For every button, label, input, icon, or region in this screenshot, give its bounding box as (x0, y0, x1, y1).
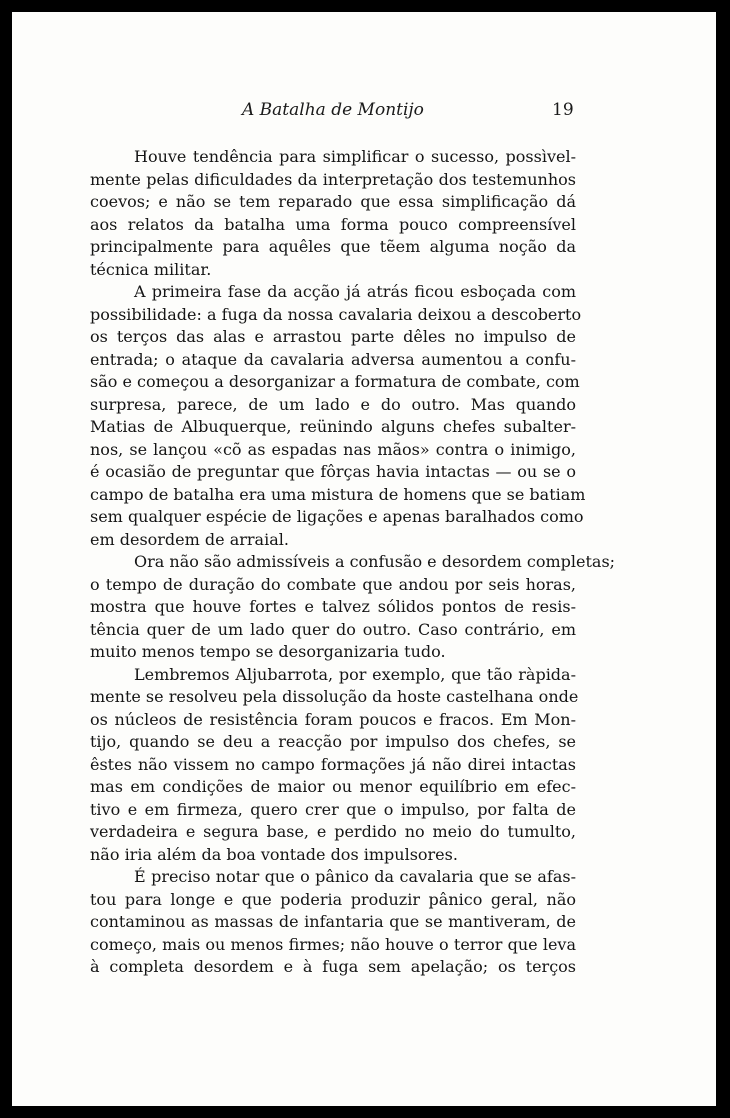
paragraph (90, 551, 616, 664)
text-line: surpresa, parece, de um lado e do outro. Mas quando (90, 394, 576, 414)
text-line: entrada; o ataque da cavalaria adversa aumentou a confu- (90, 349, 576, 369)
text-line: à completa desordem e à fuga sem apelação; os terços (90, 957, 576, 976)
running-title: A Batalha de Montijo (242, 100, 424, 120)
text-line: nos, se lançou «cõ as espadas nas mãos» contra o inimigo, (90, 439, 576, 459)
text-line: é ocasião de preguntar que fôrças havia intactas — ou se o (90, 462, 576, 481)
text-line: possibilidade: a fuga da nossa cavalaria deixou a descoberto (90, 304, 582, 324)
body-text (90, 146, 616, 979)
page-header (12, 100, 716, 126)
text-line: o tempo de duração do combate que andou por seis horas, (90, 574, 576, 594)
text-line: campo de batalha era uma mistura de homens que se batiam (90, 484, 586, 504)
text-line: coevos; e não se tem reparado que essa simplificação dá (90, 192, 576, 211)
text-line: não iria além da boa vontade dos impulsores. (90, 844, 458, 864)
text-line: sem qualquer espécie de ligações e apenas baralhados como (90, 507, 584, 526)
text-line: tivo e em firmeza, quero crer que o impulso, por falta de (90, 799, 576, 819)
text-line: êstes não vissem no campo formações já não direi intactas (90, 754, 576, 774)
text-line: técnica militar. (90, 259, 212, 279)
text-line: A primeira fase da acção já atrás ficou esboçada com (134, 282, 576, 301)
text-line: os terços das alas e arrastou parte dêles no impulso de (90, 327, 576, 346)
text-line: mente se resolveu pela dissolução da hoste castelhana onde (90, 687, 579, 706)
text-line: mostra que houve fortes e talvez sólidos pontos de resis- (90, 597, 576, 616)
text-line: começo, mais ou menos firmes; não houve o terror que leva (90, 934, 576, 954)
text-line: aos relatos da batalha uma forma pouco compreensível (90, 214, 576, 234)
text-line: verdadeira e segura base, e perdido no meio do tumulto, (90, 822, 576, 841)
text-line: Houve tendência para simplificar o sucesso, possìvel- (134, 147, 576, 166)
paragraph (90, 146, 576, 281)
text-line: principalmente para aquêles que tẽem alguma noção da (90, 237, 576, 256)
text-line: mente pelas dificuldades da interpretação dos testemunhos (90, 169, 576, 189)
text-line: É preciso notar que o pânico da cavalaria que se afas- (134, 867, 576, 886)
paragraph (90, 866, 576, 979)
text-line: Lembremos Aljubarrota, por exemplo, que tão ràpida- (134, 664, 576, 684)
paragraph (90, 281, 586, 551)
text-line: em desordem de arraial. (90, 529, 289, 549)
paragraph (90, 664, 579, 867)
text-line: contaminou as massas de infantaria que se mantiveram, de (90, 912, 576, 931)
text-line: tou para longe e que poderia produzir pânico geral, não (90, 889, 576, 909)
text-line: tijo, quando se deu a reacção por impulso dos chefes, se (90, 732, 576, 751)
text-line: tência quer de um lado quer do outro. Caso contrário, em (90, 619, 576, 639)
page-number: 19 (552, 100, 574, 120)
text-line: mas em condições de maior ou menor equilíbrio em efec- (90, 777, 576, 796)
text-line: Ora não são admissíveis a confusão e desordem completas; (134, 552, 616, 571)
book-page (12, 12, 716, 1106)
text-line: Matias de Albuquerque, reünindo alguns chefes subalter- (90, 417, 576, 436)
text-line: muito menos tempo se desorganizaria tudo. (90, 642, 446, 661)
text-line: são e começou a desorganizar a formatura de combate, com (90, 372, 580, 391)
text-line: os núcleos de resistência foram poucos e fracos. Em Mon- (90, 709, 576, 729)
